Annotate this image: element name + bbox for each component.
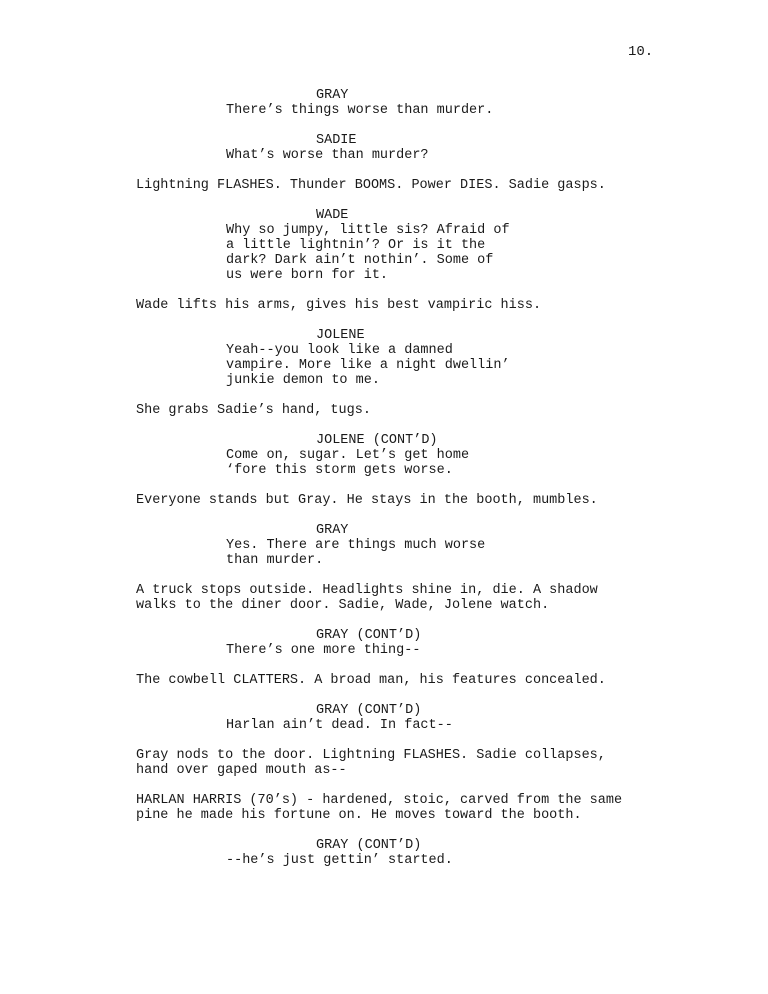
dialogue-block: Harlan ain’t dead. In fact-- — [226, 718, 453, 733]
character-cue: GRAY — [316, 523, 349, 538]
dialogue-block: --he’s just gettin’ started. — [226, 853, 453, 868]
character-cue: SADIE — [316, 133, 357, 148]
character-cue: GRAY (CONT’D) — [316, 838, 422, 853]
dialogue-block: There’s things worse than murder. — [226, 103, 494, 118]
action-line: Lightning FLASHES. Thunder BOOMS. Power DIES. Sadie gasps. — [136, 178, 606, 193]
action-line: Gray nods to the door. Lightning FLASHES. Sadie collapses, hand over gaped mouth as-- — [136, 748, 606, 778]
dialogue-block: Why so jumpy, little sis? Afraid of a little lightnin’? Or is it the dark? Dark ain’t nothin’. Some of us were born for it. — [226, 223, 510, 283]
action-line: Everyone stands but Gray. He stays in the booth, mumbles. — [136, 493, 598, 508]
action-line: Wade lifts his arms, gives his best vampiric hiss. — [136, 298, 542, 313]
character-cue: GRAY (CONT’D) — [316, 703, 422, 718]
character-cue: WADE — [316, 208, 349, 223]
dialogue-block: What’s worse than murder? — [226, 148, 429, 163]
character-cue: JOLENE — [316, 328, 365, 343]
dialogue-block: Come on, sugar. Let’s get home ‘fore this storm gets worse. — [226, 448, 470, 478]
page-number: 10. — [628, 44, 654, 60]
dialogue-block: There’s one more thing-- — [226, 643, 421, 658]
action-line: She grabs Sadie’s hand, tugs. — [136, 403, 371, 418]
dialogue-block: Yeah--you look like a damned vampire. More like a night dwellin’ junkie demon to me. — [226, 343, 510, 388]
dialogue-block: Yes. There are things much worse than murder. — [226, 538, 486, 568]
character-cue: JOLENE (CONT’D) — [316, 433, 438, 448]
action-line: A truck stops outside. Headlights shine in, die. A shadow walks to the diner door. Sadie, Wade, Jolene watch. — [136, 583, 598, 613]
character-cue: GRAY (CONT’D) — [316, 628, 422, 643]
character-cue: GRAY — [316, 88, 349, 103]
action-line: The cowbell CLATTERS. A broad man, his features concealed. — [136, 673, 606, 688]
action-line: HARLAN HARRIS (70’s) - hardened, stoic, carved from the same pine he made his fortune on. He moves toward the booth. — [136, 793, 623, 823]
